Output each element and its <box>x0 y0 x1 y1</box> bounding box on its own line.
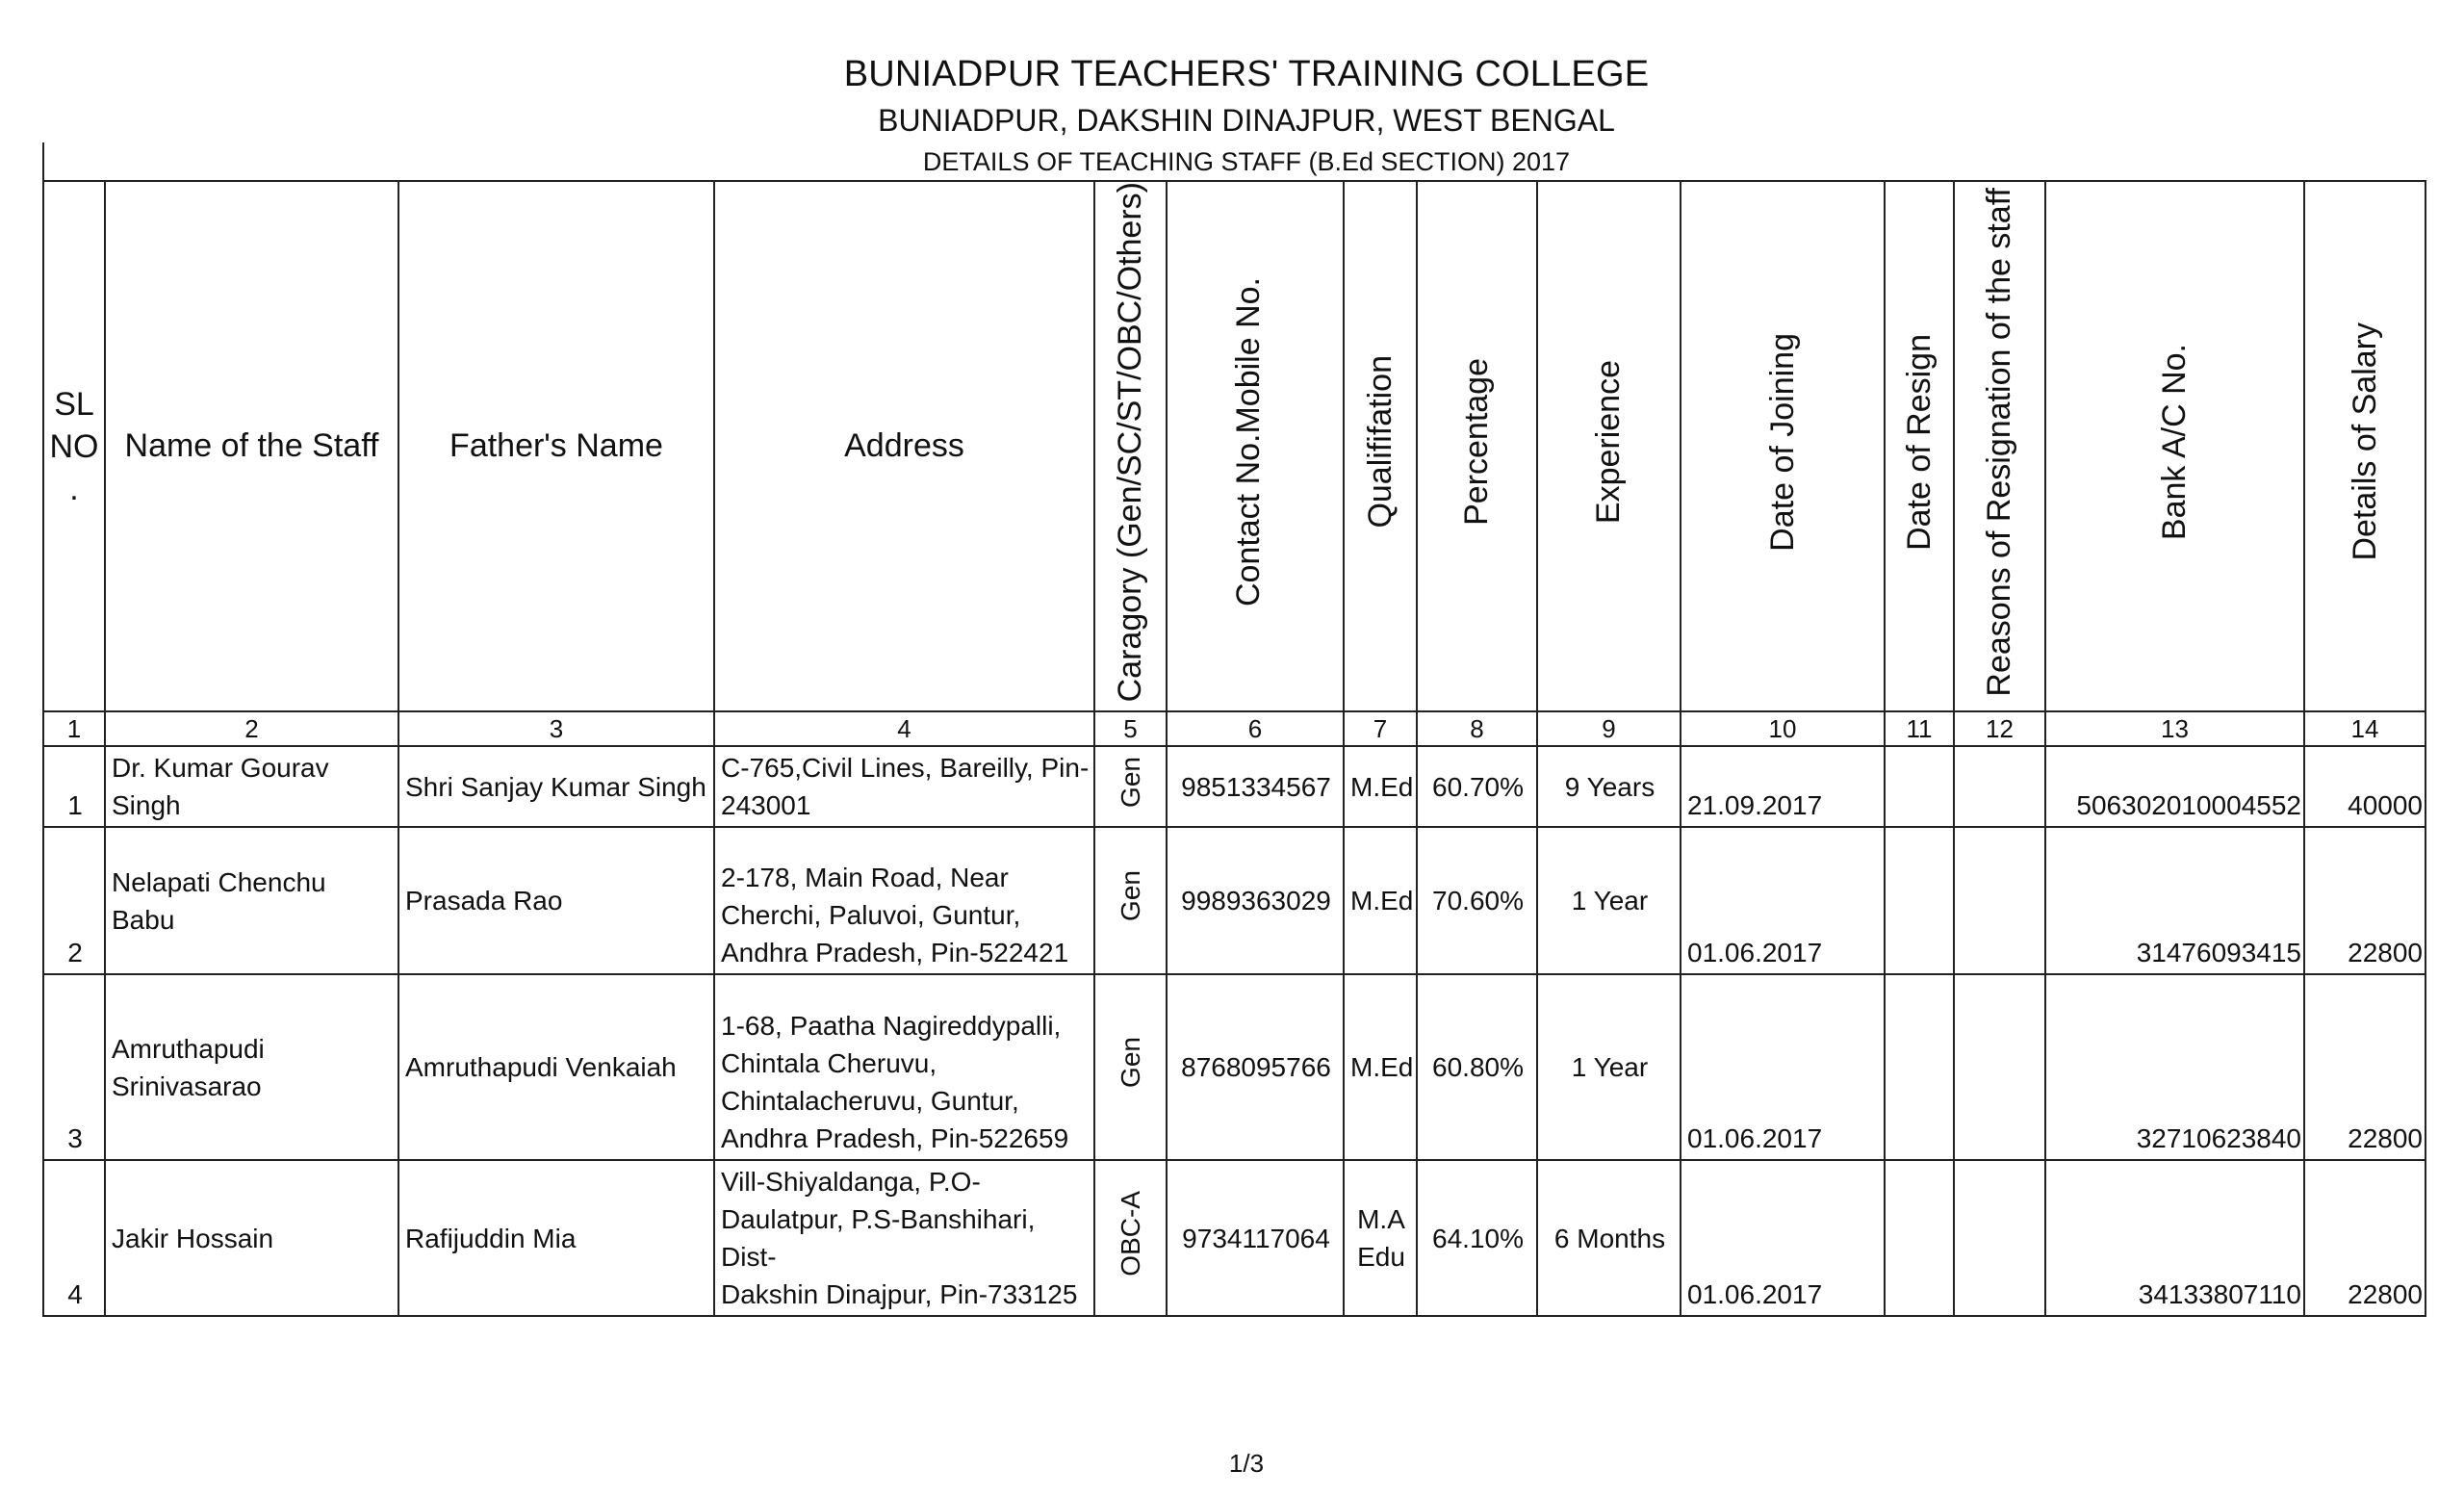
college-location: BUNIADPUR, DAKSHIN DINAJPUR, WEST BENGAL <box>878 103 1615 138</box>
experience-cell: 9 Years <box>1537 746 1681 827</box>
col-qualification: Qualififation <box>1344 181 1417 711</box>
father-cell: Prasada Rao <box>398 827 714 974</box>
column-number: 8 <box>1417 711 1537 746</box>
column-number: 10 <box>1681 711 1885 746</box>
father-cell: Amruthapudi Venkaiah <box>398 974 714 1160</box>
joining-date-cell: 21.09.2017 <box>1681 746 1885 827</box>
resign-reason-cell <box>1954 827 2045 974</box>
percentage-cell: 64.10% <box>1417 1160 1537 1316</box>
col-sl-no: SL NO . <box>43 181 105 711</box>
table-row <box>43 1160 2426 1316</box>
column-number: 4 <box>714 711 1094 746</box>
qualification-cell: M.Ed <box>1344 974 1417 1160</box>
father-cell: Shri Sanjay Kumar Singh <box>398 746 714 827</box>
col-date-joining: Date of Joining <box>1681 181 1885 711</box>
col-experience: Experience <box>1537 181 1681 711</box>
mobile-cell: 8768095766 <box>1167 974 1344 1160</box>
mobile-cell: 9851334567 <box>1167 746 1344 827</box>
name-cell: Dr. Kumar Gourav Singh <box>105 746 398 827</box>
resign-date-cell <box>1885 1160 1954 1316</box>
name-cell: Amruthapudi Srinivasarao <box>105 974 398 1160</box>
percentage-cell: 70.60% <box>1417 827 1537 974</box>
col-father-name: Father's Name <box>398 181 714 711</box>
col-address: Address <box>714 181 1094 711</box>
name-cell: Jakir Hossain <box>105 1160 398 1316</box>
col-contact <box>1167 181 1344 711</box>
joining-date-cell: 01.06.2017 <box>1681 974 1885 1160</box>
mobile-cell: 9989363029 <box>1167 827 1344 974</box>
col-category: Caragory (Gen/SC/ST/OBC/Others) <box>1094 181 1167 711</box>
staff-table <box>42 180 2426 1317</box>
col-percentage: Percentage <box>1417 181 1537 711</box>
table-row <box>43 746 2426 827</box>
experience-cell: 1 Year <box>1537 974 1681 1160</box>
category-cell: Gen <box>1094 746 1167 827</box>
column-number: 7 <box>1344 711 1417 746</box>
column-number-row <box>43 711 2426 746</box>
experience-cell: 6 Months <box>1537 1160 1681 1316</box>
joining-date-cell: 01.06.2017 <box>1681 827 1885 974</box>
column-number: 1 <box>43 711 105 746</box>
col-resign-reason: Reasons of Resignation of the staff <box>1954 181 2045 711</box>
salary-cell: 40000 <box>2304 746 2426 827</box>
column-number: 3 <box>398 711 714 746</box>
salary-cell: 22800 <box>2304 1160 2426 1316</box>
column-number: 14 <box>2304 711 2426 746</box>
bank-ac-cell: 34133807110 <box>2045 1160 2304 1316</box>
left-rule <box>42 142 44 181</box>
name-cell: Nelapati Chenchu Babu <box>105 827 398 974</box>
sl-cell: 4 <box>43 1160 105 1316</box>
document-subtitle: DETAILS OF TEACHING STAFF (B.Ed SECTION) 2017 <box>922 147 1571 176</box>
mobile-cell: 9734117064 <box>1167 1160 1344 1316</box>
col-date-resign: Date of Resign <box>1885 181 1954 711</box>
address-cell: Vill-Shiyaldanga, P.O- Daulatpur, P.S-Banshihari, Dist- Dakshin Dinajpur, Pin-733125 <box>714 1160 1094 1316</box>
table-row <box>43 974 2426 1160</box>
column-number: 2 <box>105 711 398 746</box>
header-row <box>43 181 2426 711</box>
bank-ac-cell: 506302010004552 <box>2045 746 2304 827</box>
sl-cell: 2 <box>43 827 105 974</box>
bank-ac-cell: 31476093415 <box>2045 827 2304 974</box>
resign-reason-cell <box>1954 1160 2045 1316</box>
column-number: 6 <box>1167 711 1344 746</box>
college-name: BUNIADPUR TEACHERS' TRAINING COLLEGE <box>843 54 1650 94</box>
experience-cell: 1 Year <box>1537 827 1681 974</box>
percentage-cell: 60.80% <box>1417 974 1537 1160</box>
salary-cell: 22800 <box>2304 974 2426 1160</box>
document-header <box>0 50 2464 181</box>
table-row <box>43 827 2426 974</box>
column-number: 11 <box>1885 711 1954 746</box>
category-cell: Gen <box>1094 974 1167 1160</box>
column-number: 5 <box>1094 711 1167 746</box>
col-name: Name of the Staff <box>105 181 398 711</box>
resign-date-cell <box>1885 827 1954 974</box>
address-cell: 2-178, Main Road, Near Cherchi, Paluvoi, Guntur, Andhra Pradesh, Pin-522421 <box>714 827 1094 974</box>
col-salary: Details of Salary <box>2304 181 2426 711</box>
contact-label: Contact No.Mobile No. <box>1230 277 1267 607</box>
category-cell: Gen <box>1094 827 1167 974</box>
bank-ac-cell: 32710623840 <box>2045 974 2304 1160</box>
address-cell: C-765,Civil Lines, Bareilly, Pin- 243001 <box>714 746 1094 827</box>
percentage-cell: 60.70% <box>1417 746 1537 827</box>
address-cell: 1-68, Paatha Nagireddypalli, Chintala Cheruvu, Chintalacheruvu, Guntur, Andhra Pradesh, Pin-522659 <box>714 974 1094 1160</box>
resign-date-cell <box>1885 974 1954 1160</box>
qualification-cell: M.A Edu <box>1344 1160 1417 1316</box>
qualification-cell: M.Ed <box>1344 827 1417 974</box>
page-number: 1/3 <box>1228 1449 1265 1478</box>
col-bank-ac: Bank A/C No. <box>2045 181 2304 711</box>
father-cell: Rafijuddin Mia <box>398 1160 714 1316</box>
salary-cell: 22800 <box>2304 827 2426 974</box>
resign-reason-cell <box>1954 974 2045 1160</box>
sl-cell: 3 <box>43 974 105 1160</box>
category-cell: OBC-A <box>1094 1160 1167 1316</box>
column-number: 12 <box>1954 711 2045 746</box>
resign-date-cell <box>1885 746 1954 827</box>
column-number: 13 <box>2045 711 2304 746</box>
sl-cell: 1 <box>43 746 105 827</box>
column-number: 9 <box>1537 711 1681 746</box>
joining-date-cell: 01.06.2017 <box>1681 1160 1885 1316</box>
qualification-cell: M.Ed <box>1344 746 1417 827</box>
resign-reason-cell <box>1954 746 2045 827</box>
